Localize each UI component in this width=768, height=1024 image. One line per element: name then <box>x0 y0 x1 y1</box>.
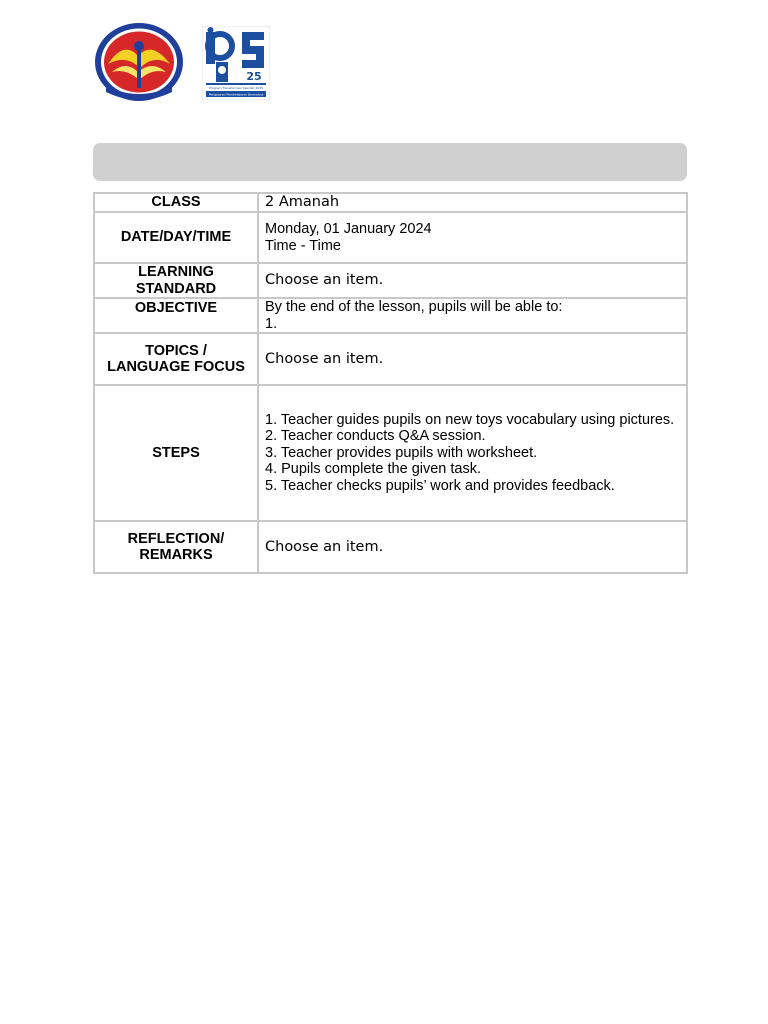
school-crest-logo-icon <box>94 22 184 102</box>
class-value[interactable]: 2 Amanah <box>258 193 687 212</box>
date-label: DATE/DAY/TIME <box>94 212 258 263</box>
row-class <box>94 193 687 212</box>
topics-label-line2: LANGUAGE FOCUS <box>107 359 245 375</box>
reflection-dropdown[interactable]: Choose an item. <box>258 521 687 573</box>
learning-standard-label <box>94 263 258 298</box>
step-item: 5. Teacher checks pupils’ work and provides feedback. <box>265 477 615 494</box>
row-date <box>94 212 687 263</box>
class-label: CLASS <box>94 193 258 212</box>
topics-dropdown[interactable]: Choose an item. <box>258 333 687 385</box>
lesson-plan-table <box>93 192 688 574</box>
transformation-25-logo-icon <box>202 26 270 100</box>
step-item: 3. Teacher provides pupils with worksheet. <box>265 444 538 461</box>
step-item: 4. Pupils complete the given task. <box>265 461 482 478</box>
objective-item: 1. <box>265 315 278 332</box>
learning-standard-dropdown[interactable]: Choose an item. <box>258 263 687 298</box>
reflection-label <box>94 521 258 573</box>
svg-text:Program Transformasi Sekolah 2: Program Transformasi Sekolah 2025 <box>208 86 264 90</box>
learning-standard-label-line2: STANDARD <box>135 280 217 297</box>
row-objective <box>94 298 687 333</box>
steps-value[interactable] <box>258 385 687 521</box>
topics-label <box>94 333 258 385</box>
title-bar <box>93 143 687 181</box>
objective-label: OBJECTIVE <box>94 298 258 333</box>
svg-text:25: 25 <box>246 70 262 83</box>
row-steps <box>94 385 687 521</box>
header-logos <box>94 22 284 102</box>
svg-text:Pengajaran Pembelajaran Bermak: Pengajaran Pembelajaran Bermakna <box>208 92 264 97</box>
steps-label: STEPS <box>94 385 258 521</box>
topics-label-line1: TOPICS / <box>145 342 207 359</box>
step-item: 2. Teacher conducts Q&A session. <box>265 428 486 445</box>
objective-value[interactable] <box>258 298 687 333</box>
date-value[interactable] <box>258 212 687 263</box>
learning-standard-label-line1: LEARNING <box>138 264 214 280</box>
reflection-label-line1: REFLECTION/ <box>127 530 225 547</box>
step-item: 1. Teacher guides pupils on new toys vocabulary using pictures. <box>265 411 675 428</box>
row-topics <box>94 333 687 385</box>
objective-intro: By the end of the lesson, pupils will be able to: <box>265 299 563 315</box>
reflection-label-line2: REMARKS <box>139 547 213 563</box>
row-reflection <box>94 521 687 573</box>
date-value-line: Monday, 01 January 2024 <box>265 221 432 237</box>
row-learning-standard <box>94 263 687 298</box>
time-value-line: Time - Time <box>265 237 341 254</box>
